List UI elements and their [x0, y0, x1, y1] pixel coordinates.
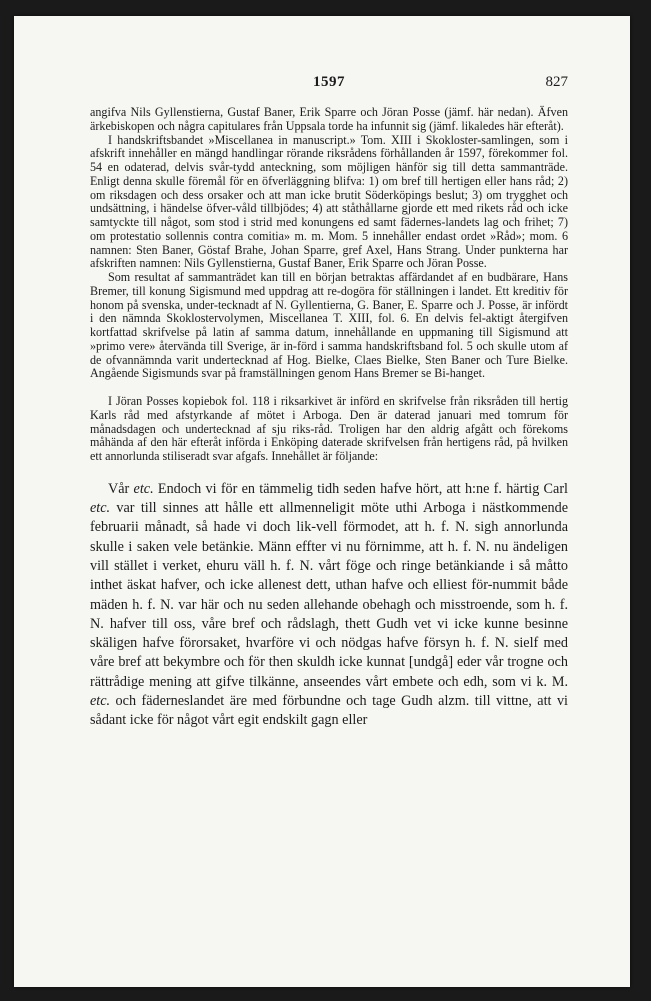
- paragraph-gap: [90, 381, 568, 395]
- paragraph-kopiebok: I Jöran Posses kopiebok fol. 118 i riksarkivet är införd en skrifvelse från riksråden till hertig Karls råd med afstyrkande af mötet i Arboga. Den är daterad januari med tomrum för månadsdagen och undertecknad af sju riks-råd. Troligen har den aldrig afgått och förekoms måhända af den här efteråt införda i Enköping daterade skrifvelsen från hertigens råd, på hvilken ett annorlunda stiliseradt svar afgafs. Innehållet är följande:: [90, 394, 568, 463]
- etc-abbreviation: etc.: [90, 693, 111, 710]
- page-number: 827: [545, 74, 568, 90]
- page-content: [90, 74, 568, 731]
- quoted-letter: [90, 480, 568, 731]
- paragraph-result: Som resultat af sammanträdet kan till en början betraktas affärdandet af en budbärare, Hans Bremer, till konung Sigismund med uppdrag att re-dogöra för ställningen i landet. Ett kreditiv för honom på svenska, under-tecknadt af N. Gyllentierna, G. Baner, E. Sparre och J. Posse, är infördt i den nämnda Skoklostervolymen, Miscellanea T. XIII, fol. 6. En delvis fel-aktigt återgifven kortfattad skrifvelse på latin af samma datum, innehållande en uppmaning till Sigismund att »primo vere» återvända till Sverige, är in-förd i samma handskriftsband fol. 5 och skulle utom af de ofvannämnda varit undertecknad af Hog. Bielke, Claes Bielke, Sten Baner och Ture Bielke. Angående Sigismunds svar på framställningen genom Hans Bremer se Bi-hanget.: [90, 270, 568, 381]
- letter-text-part-1: Vår: [108, 480, 134, 497]
- letter-text-part-4: och fäderneslandet äre med förbundne och tage Gudh alzm. till vittne, att vi sådant icke för något vårt egit endskilt gagn eller: [90, 693, 568, 729]
- paragraph-continuation: angifva Nils Gyllenstierna, Gustaf Baner, Erik Sparre och Jöran Posse (jämf. här nedan). Äfven ärkebiskopen och några capitulares från Uppsala torde ha infunnit sig (jämf. likaledes här efteråt).: [90, 105, 568, 133]
- letter-text-part-2: Endoch vi för en tämmelig tidh seden hafve hört, att h:ne f. härtig Carl: [153, 480, 568, 497]
- letter-text: [90, 480, 568, 731]
- etc-abbreviation: etc.: [133, 480, 154, 497]
- commentary-section: [90, 106, 568, 464]
- letter-text-part-3: var till sinnes att hålle ett allmenneligit möte uthi Arboga i nästkommende februarii månadt, så hade vi doch lik-vell förmodet, att h. f. N. sigh annorlunda skulle i saken vele betänkie. Männ effter vi nu förnimme, att h. f. N. nu ändeligen vill stället i verket, ehuru väll h. f. N. vårt föge och ringe betänkiande i så måtto inthet äskat hafver, och icke allenest dett, uthan hafve och elliest för-nummit både mäden h. f. N. var här och nu seden allehande obehagh och misstroende, som h. f. N. hafver till oss, våre bref och rådslagh, thett Gudh vet vi icke kunne besinne skäligen hafve förorsaket, hvarföre vi och nödgas hafve försyn h. f. N. sielf med våre bref att bekymbre och för then skuldh icke kunnat [undgå] eder vår trogne och rättrådige mening att gifve tilkänne, anseendes vårt embete och edh, som vi k. M.: [90, 500, 568, 690]
- paragraph-miscellanea: I handskriftsbandet »Miscellanea in manuscript.» Tom. XIII i Skokloster-samlingen, som i afskrift innehåller en mängd handlingar rörande riksrådens förhållanden år 1597, förekommer fol. 54 en odaterad, delvis svår-tydd anteckning, som möjligen hänför sig till detta sammanträde. Enligt denna skulle föremål för en öfverläggning blifva: 1) om bref till hertigen eller hans råd; 2) om riksdagen och dess orsaker och att man icke brutit Söderköpings beslut; 3) om trygghet och undsättning, i händelse öfver-våld tillbjödes; 4) att ståthållarne gjorde ett med rikets råd och icke samtyckte till något, som stod i strid med konungens ed samt fädernes-landets lag och frihet; 7) om protestatio sollennis contra comitia» m. m. Mom. 5 innehåller endast ordet »Råd»; mom. 6 namnen: Sten Baner, Göstaf Brahe, Johan Sparre, gref Axel, Hans Strang. Under punkterna har afskriften namnen: Nils Gyllenstierna, Gustaf Baner, Erik Sparre och Jöran Posse.: [90, 132, 568, 271]
- etc-abbreviation: etc.: [90, 500, 111, 517]
- running-head-year: 1597: [313, 74, 345, 90]
- page-header: [90, 74, 568, 96]
- book-page: [14, 16, 630, 987]
